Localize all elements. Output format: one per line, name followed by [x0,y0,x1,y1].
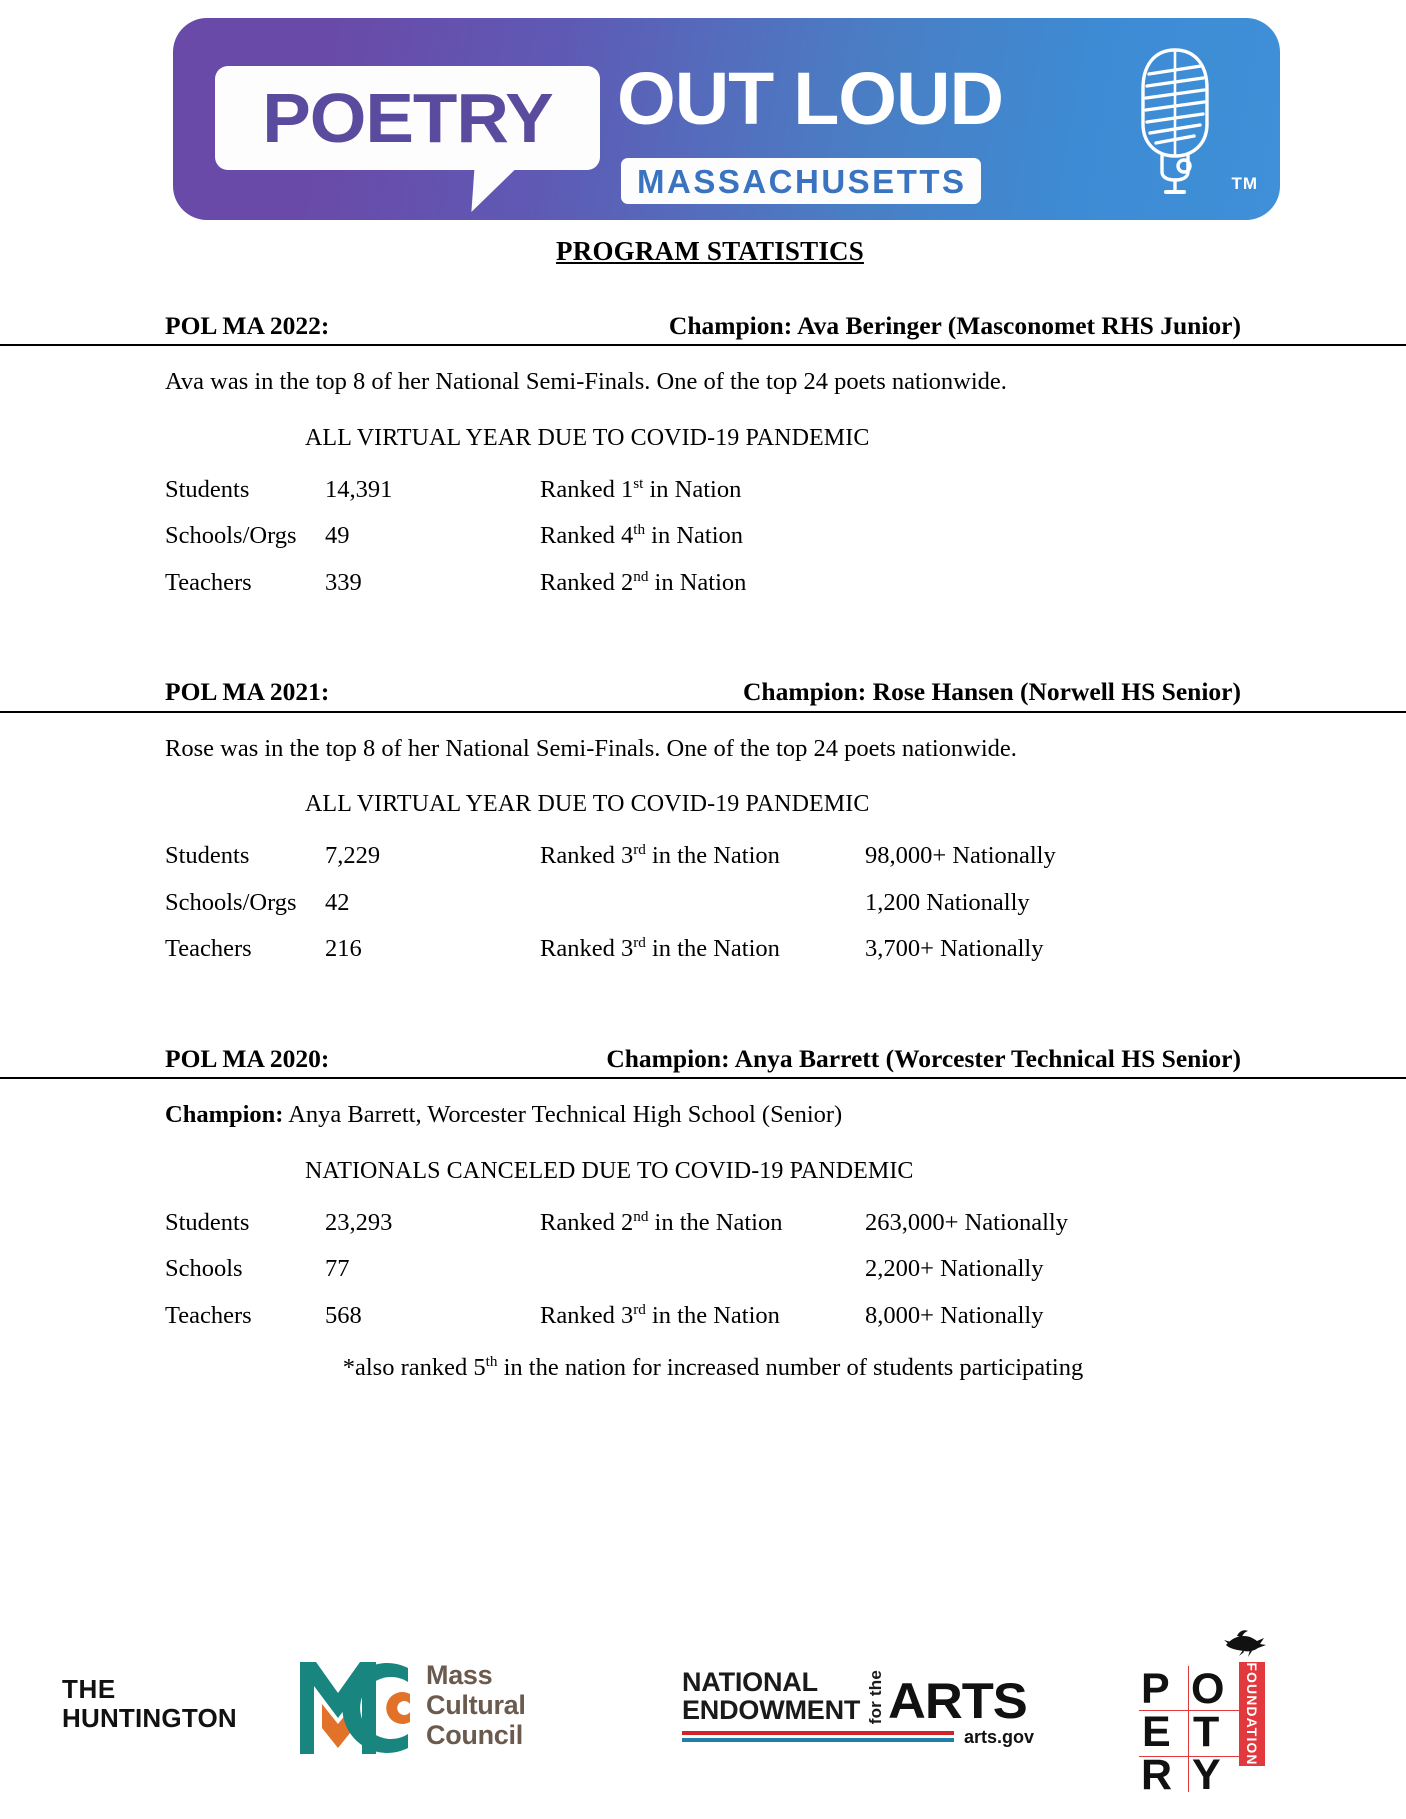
rank-prefix: Ranked 3 [540,1301,634,1329]
mcc-mark-icon [298,1656,416,1758]
footnote [0,1354,1406,1382]
stat-rank [540,474,865,503]
banner-word-outloud: OUT LOUD [617,57,1003,140]
mcc-line1: Mass [426,1660,493,1690]
banner-gradient [173,18,1280,220]
stat-label: Students [165,1208,250,1236]
mcc-line3: Council [426,1720,523,1751]
poetry-foundation-logo [1139,1628,1289,1798]
huntington-line2: HUNTINGTON [62,1703,237,1734]
stat-rank [540,934,865,963]
stat-national: 1,200 Nationally [865,888,1030,916]
pf-letter-e: E [1142,1708,1171,1756]
section-champion-header: Champion: Anya Barrett (Worcester Technical HS Senior) [606,1043,1241,1073]
document-body [0,236,1406,1382]
pf-letter-y: Y [1192,1751,1221,1799]
nea-rules [682,1727,1035,1748]
stat-rank [540,521,865,550]
rank-suffix: in Nation [645,522,744,550]
rank-prefix: Ranked 2 [540,1208,634,1236]
stat-value: 7,229 [325,842,381,870]
rank-suffix: in the Nation [648,1208,783,1236]
pegasus-bird-icon [1223,1628,1269,1663]
champion-label: Champion: [165,1101,284,1129]
stat-value: 216 [325,935,362,963]
national-endowment-for-the-arts-logo [682,1667,1035,1758]
poetry-speech-bubble [215,66,600,170]
stat-row [0,474,1406,503]
huntington-logo [62,1675,237,1733]
section-2020 [0,1042,1406,1382]
section-2021 [0,675,1406,961]
banner-word-massachusetts: MASSACHUSETTS [637,162,967,200]
stat-national: 263,000+ Nationally [865,1208,1068,1236]
rank-suffix: in the Nation [645,842,780,870]
nea-words [682,1668,860,1724]
stat-label: Teachers [165,935,252,963]
banner-word-poetry: POETRY [262,79,553,157]
section-year-label: POL MA 2020: [165,1043,330,1073]
footnote-prefix: *also ranked 5 [342,1354,486,1382]
stat-label: Schools [165,1255,243,1283]
mass-cultural-council-logo [298,1648,560,1768]
nea-url: arts.gov [964,1727,1035,1748]
footnote-suffix: in the nation for increased number of students participating [497,1354,1084,1382]
rank-suffix: in the Nation [645,1301,780,1329]
section-note [0,1097,1406,1133]
stat-row [0,1257,1406,1282]
rank-prefix: Ranked 2 [540,568,634,596]
stat-label: Students [165,842,250,870]
banner-state-bar [621,158,981,204]
stat-row [0,888,1406,916]
nea-for-the: for the [866,1669,886,1725]
rank-ordinal: rd [633,841,646,859]
pf-grid-line-v1 [1188,1666,1189,1792]
section-year-label: POL MA 2022: [165,311,330,340]
section-note: Rose was in the top 8 of her National Semi-Finals. One of the top 24 poets nationwide. [165,734,1017,762]
microphone-icon [1132,44,1218,194]
pf-letter-r: R [1141,1751,1173,1799]
pf-foundation-text: FOUNDATION [1244,1662,1260,1766]
section-champion-header: Champion: Rose Hansen (Norwell HS Senior) [743,677,1241,707]
trademark-symbol: TM [1231,174,1258,193]
stat-rank [540,567,865,596]
rank-ordinal: nd [633,567,649,585]
stat-value: 49 [325,522,350,550]
pf-letter-o: O [1191,1665,1225,1713]
stat-rank [540,841,865,870]
stat-rank [540,1257,865,1282]
stat-value: 42 [325,888,350,916]
speech-bubble-tail-icon [471,166,518,212]
stat-value: 568 [325,1301,362,1329]
nea-arts: ARTS [888,1673,1027,1730]
nea-rule-blue [682,1738,954,1742]
nea-line2: ENDOWMENT [682,1695,861,1726]
rank-suffix: in Nation [648,568,747,596]
poetry-letter-grid [1139,1665,1243,1799]
stat-national: 8,000+ Nationally [865,1301,1044,1329]
rank-suffix: in Nation [643,475,742,503]
covid-banner: NATIONALS CANCELED DUE TO COVID-19 PANDEMIC [305,1157,914,1184]
section-header-2022 [0,309,1406,346]
stat-value: 339 [325,568,362,596]
stat-value: 23,293 [325,1208,393,1236]
stat-value: 14,391 [325,475,393,503]
covid-banner: ALL VIRTUAL YEAR DUE TO COVID-19 PANDEMIC [305,424,870,451]
mcc-line2: Cultural [426,1690,526,1721]
section-2022 [0,309,1406,595]
footnote-ordinal: th [485,1353,498,1371]
rank-ordinal: rd [633,934,646,952]
sponsor-logos-footer [0,1600,1406,1819]
stat-rank [540,1300,865,1329]
section-note: Ava was in the top 8 of her National Semi-Finals. One of the top 24 poets nationwide. [165,368,1007,396]
poetry-out-loud-banner [173,18,1280,220]
nea-line1: NATIONAL [682,1667,818,1697]
stat-label: Students [165,475,250,503]
rank-ordinal: th [633,521,646,539]
rank-prefix: Ranked 3 [540,842,634,870]
huntington-line1: THE [62,1674,116,1704]
stat-row [0,521,1406,550]
stat-rank [540,1207,865,1236]
stat-rank [540,891,865,916]
rank-ordinal: st [633,474,644,492]
rank-prefix: Ranked 3 [540,935,634,963]
rank-prefix: Ranked 1 [540,475,634,503]
rank-suffix: in the Nation [645,935,780,963]
mcc-wordmark [426,1660,526,1751]
pf-letter-t: T [1193,1708,1220,1756]
stat-label: Schools/Orgs [165,888,297,916]
champion-detail: Anya Barrett, Worcester Technical High School (Senior) [283,1101,843,1129]
covid-banner: ALL VIRTUAL YEAR DUE TO COVID-19 PANDEMIC [305,791,870,818]
stat-label: Teachers [165,1301,252,1329]
stat-row [0,1207,1406,1236]
section-champion-header: Champion: Ava Beringer (Masconomet RHS Junior) [668,311,1241,340]
stat-row [0,934,1406,963]
stat-national: 98,000+ Nationally [865,842,1056,870]
stat-national: 3,700+ Nationally [865,935,1044,963]
rank-ordinal: nd [633,1207,649,1225]
section-header-2020 [0,1042,1406,1079]
pf-foundation-bar [1239,1662,1265,1766]
pf-letter-p: P [1141,1665,1170,1713]
stat-row [0,1300,1406,1329]
section-divider-space [0,617,1406,675]
nea-wordmark [682,1667,1032,1730]
section-divider-space [0,984,1406,1042]
section-year-label: POL MA 2021: [165,677,330,707]
stat-value: 77 [325,1255,350,1283]
section-header-2021 [0,675,1406,712]
stat-label: Schools/Orgs [165,522,297,550]
stat-national: 2,200+ Nationally [865,1255,1044,1283]
page-title: PROGRAM STATISTICS [556,236,864,266]
stat-row [0,567,1406,596]
rank-prefix: Ranked 4 [540,522,634,550]
stat-label: Teachers [165,568,252,596]
rank-ordinal: rd [633,1300,646,1318]
stat-row [0,841,1406,870]
